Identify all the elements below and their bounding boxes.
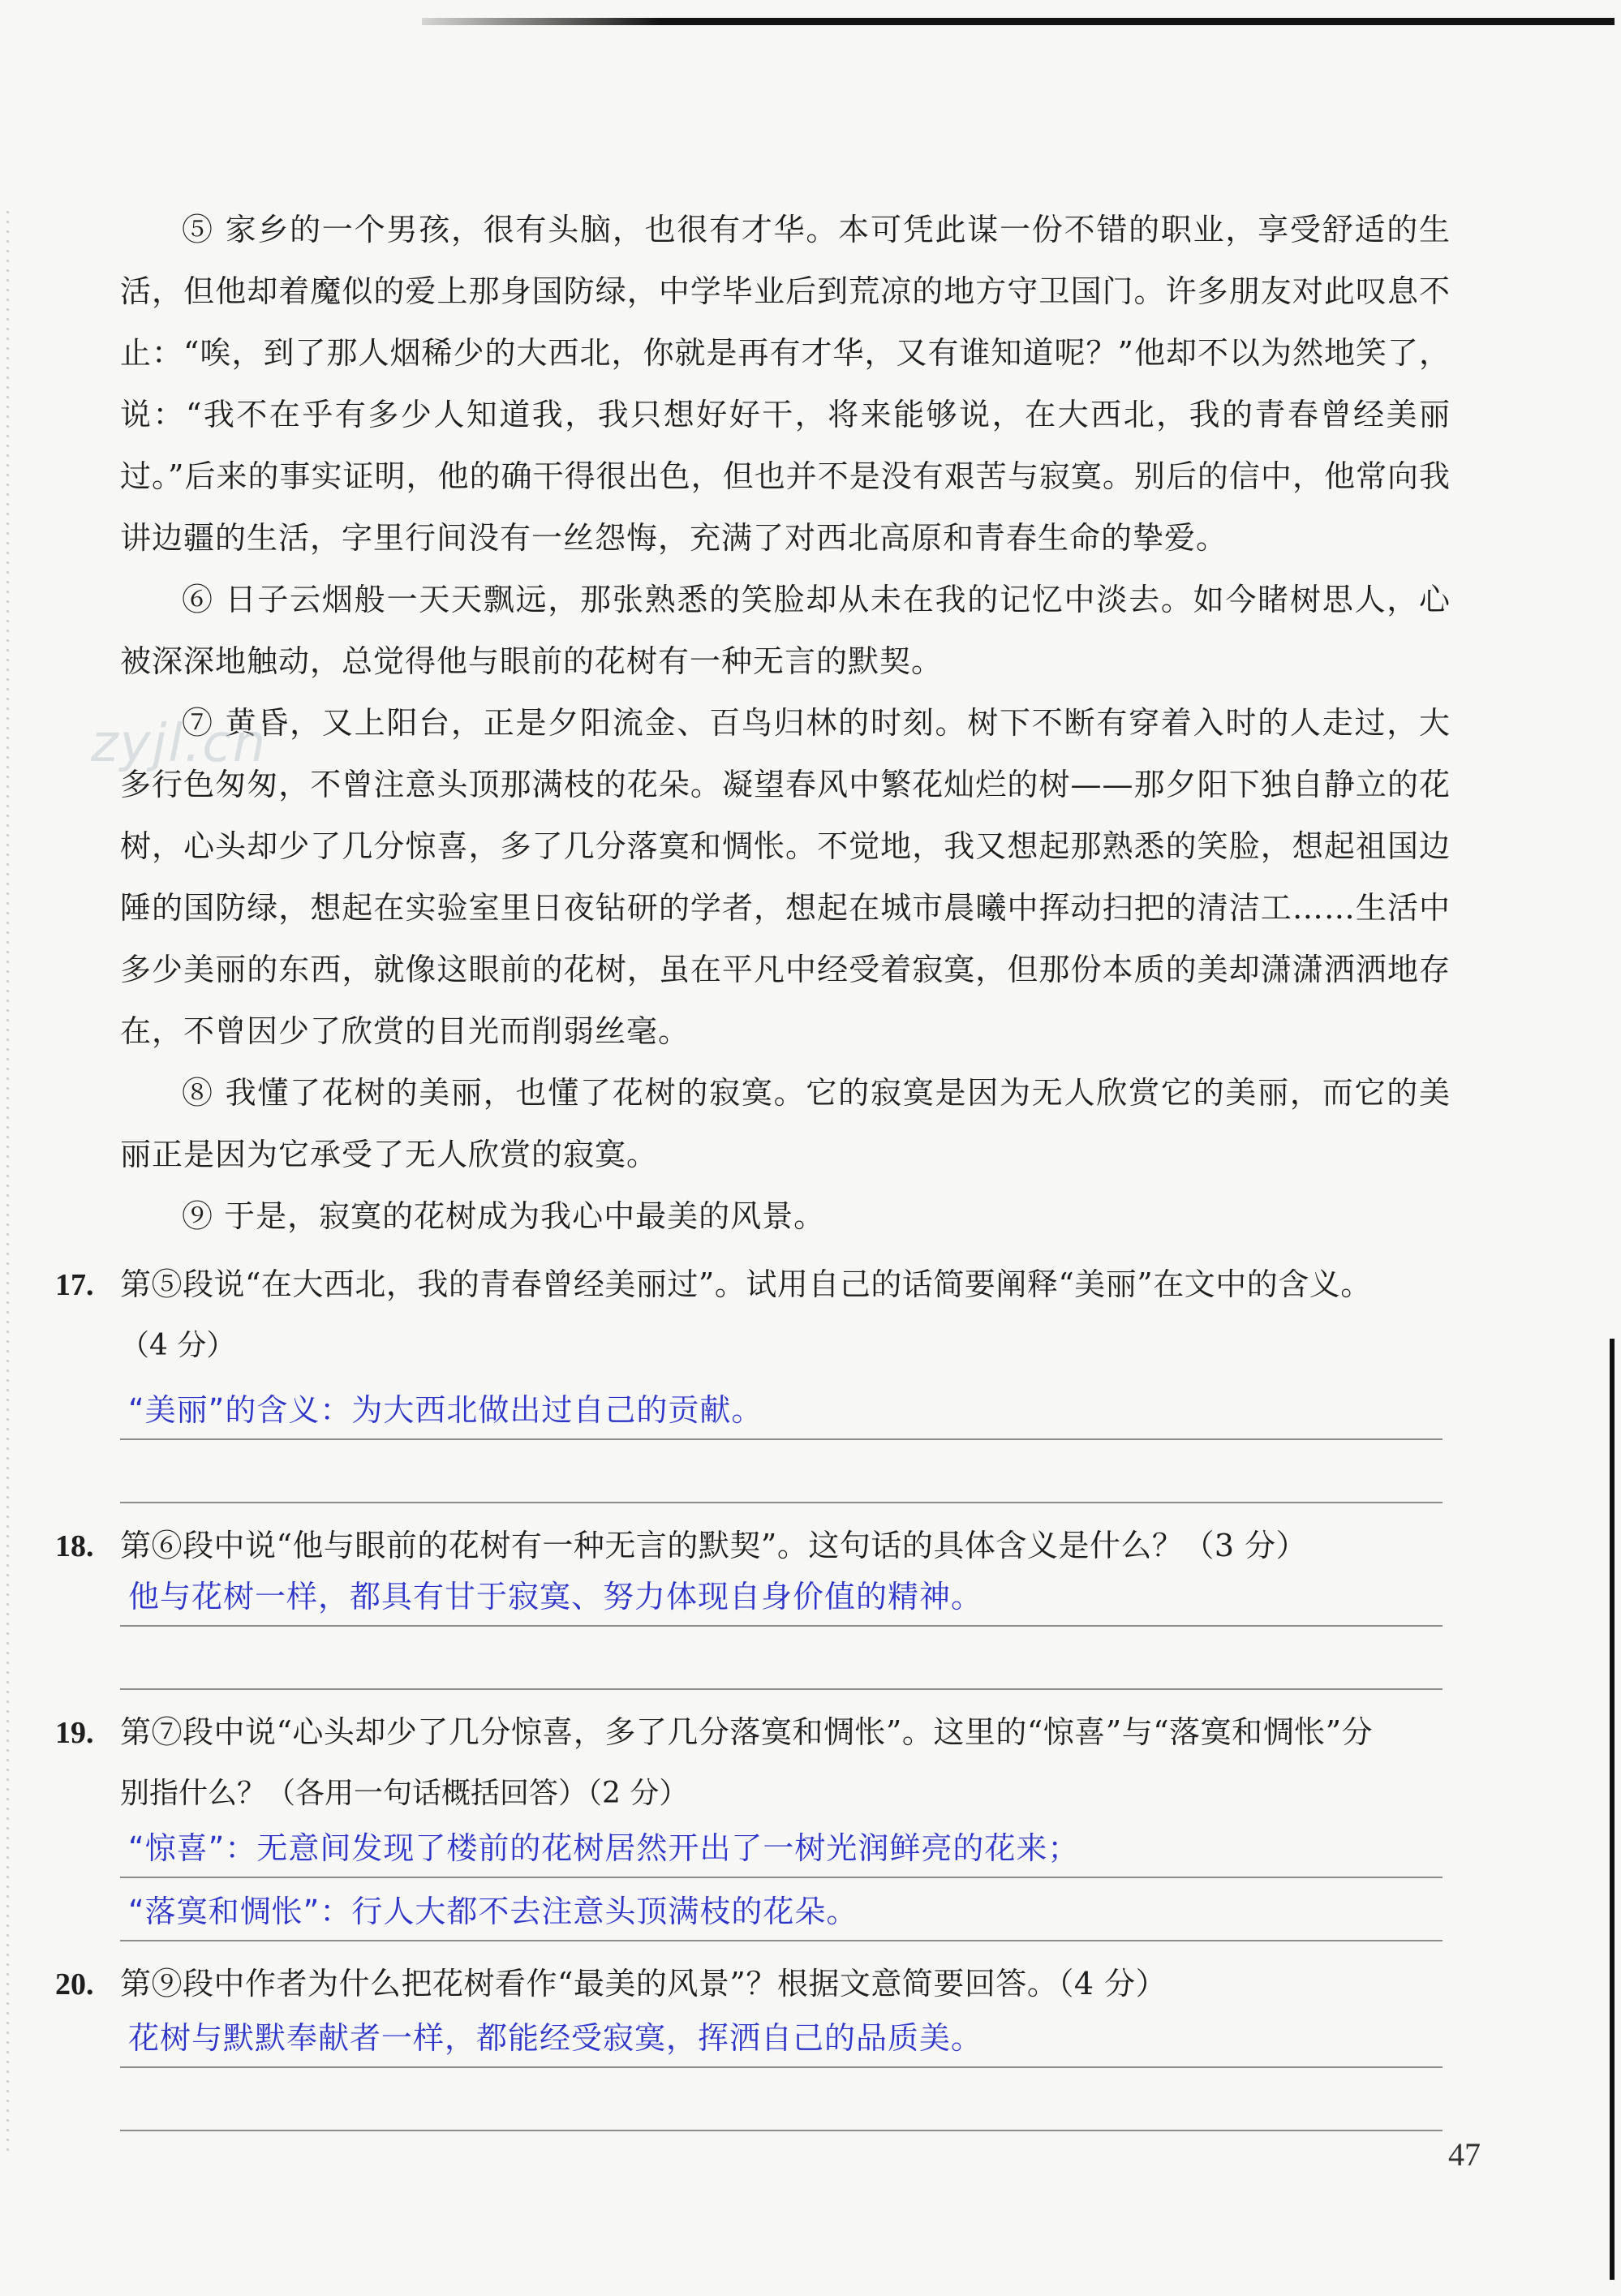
question-text: 第⑤段说“在大西北，我的青春曾经美丽过”。试用自己的话简要阐释“美丽”在文中的含义。 [120, 1266, 1372, 1302]
handwritten-answer: “落寞和惆怅”：行人大都不去注意头顶满枝的花朵。 [128, 1894, 858, 1929]
question-number: 19. [55, 1716, 94, 1750]
answer-line[interactable] [120, 1377, 1443, 1440]
question-number: 20. [55, 1967, 94, 2001]
top-rule [422, 18, 1615, 25]
question-points: （4 分） [120, 1329, 236, 1362]
handwritten-answer: 他与花树一样，都具有甘于寂寞、努力体现自身价值的精神。 [128, 1579, 983, 1615]
question-number: 18. [55, 1529, 94, 1563]
paragraph-9: ⑨ 于是，寂寞的花树成为我心中最美的风景。 [182, 1198, 826, 1234]
answer-line-blank[interactable] [120, 2068, 1443, 2131]
question-17 [55, 1253, 1451, 1503]
answer-line-blank[interactable] [120, 1627, 1443, 1690]
answer-line[interactable] [120, 1878, 1443, 1941]
answer-line[interactable] [120, 1825, 1443, 1878]
handwritten-answer: “惊喜”：无意间发现了楼前的花树居然开出了一树光润鲜亮的花来； [128, 1830, 1080, 1866]
question-20 [55, 1953, 1451, 2131]
paragraph-5: ⑤ 家乡的一个男孩，很有头脑，也很有才华。本可凭此谋一份不错的职业，享受舒适的生活，但他却着魔似的爱上那身国防绿，中学毕业后到荒凉的地方守卫国门。许多朋友对此叹息不止：“唉，到了那人烟稀少的大西北，你就是再有才华，又有谁知道呢？”他却不以为然地笑了，说：“我不在乎有多少人知道我，我只想好好干，将来能够说，在大西北，我的青春曾经美丽过。”后来的事实证明，他的确干得很出色，但也并不是没有艰苦与寂寞。别后的信中，他常向我讲边疆的生活，字里行间没有一丝怨悔，充满了对西北高原和青春生命的挚爱。 [120, 212, 1451, 556]
question-number: 17. [55, 1268, 94, 1302]
question-text-continued: 别指什么？（各用一句话概括回答）（2 分） [120, 1777, 689, 1810]
handwritten-answer: “美丽”的含义：为大西北做出过自己的贡献。 [128, 1392, 763, 1428]
questions-section [0, 1253, 1621, 2131]
question-text: 第⑨段中作者为什么把花树看作“最美的风景”？根据文意简要回答。（4 分） [120, 1966, 1167, 2001]
paragraph-6: ⑥ 日子云烟般一天天飘远，那张熟悉的笑脸却从未在我的记忆中淡去。如今睹树思人，心被深深地触动，总觉得他与眼前的花树有一种无言的默契。 [120, 582, 1451, 679]
question-18 [55, 1515, 1451, 1690]
watermark: zyjl.cn [91, 714, 268, 774]
handwritten-answer: 花树与默默奉献者一样，都能经受寂寞，挥洒自己的品质美。 [128, 2020, 983, 2056]
answer-line[interactable] [120, 2014, 1443, 2068]
paragraph-8: ⑧ 我懂了花树的美丽，也懂了花树的寂寞。它的寂寞是因为无人欣赏它的美丽，而它的美丽正是因为它承受了无人欣赏的寂寞。 [120, 1075, 1451, 1172]
answer-line[interactable] [120, 1576, 1443, 1627]
question-text: 第⑦段中说“心头却少了几分惊喜，多了几分落寞和惆怅”。这里的“惊喜”与“落寞和惆怅”分 [120, 1714, 1374, 1750]
question-text: 第⑥段中说“他与眼前的花树有一种无言的默契”。这句话的具体含义是什么？（3 分） [120, 1528, 1308, 1563]
paragraph-7: ⑦ 黄昏，又上阳台，正是夕阳流金、百鸟归林的时刻。树下不断有穿着入时的人走过，大多行色匆匆，不曾注意头顶那满枝的花朵。凝望春风中繁花灿烂的树——那夕阳下独自静立的花树，心头却少了几分惊喜，多了几分落寞和惆怅。不觉地，我又想起那熟悉的笑脸，想起祖国边陲的国防绿，想起在实验室里日夜钻研的学者，想起在城市晨曦中挥动扫把的清洁工……生活中多少美丽的东西，就像这眼前的花树，虽在平凡中经受着寂寞，但那份本质的美却潇潇洒洒地存在，不曾因少了欣赏的目光而削弱丝毫。 [120, 705, 1451, 1049]
page-number: 47 [1448, 2136, 1481, 2173]
answer-line-blank[interactable] [120, 1440, 1443, 1503]
question-19 [55, 1701, 1451, 1941]
